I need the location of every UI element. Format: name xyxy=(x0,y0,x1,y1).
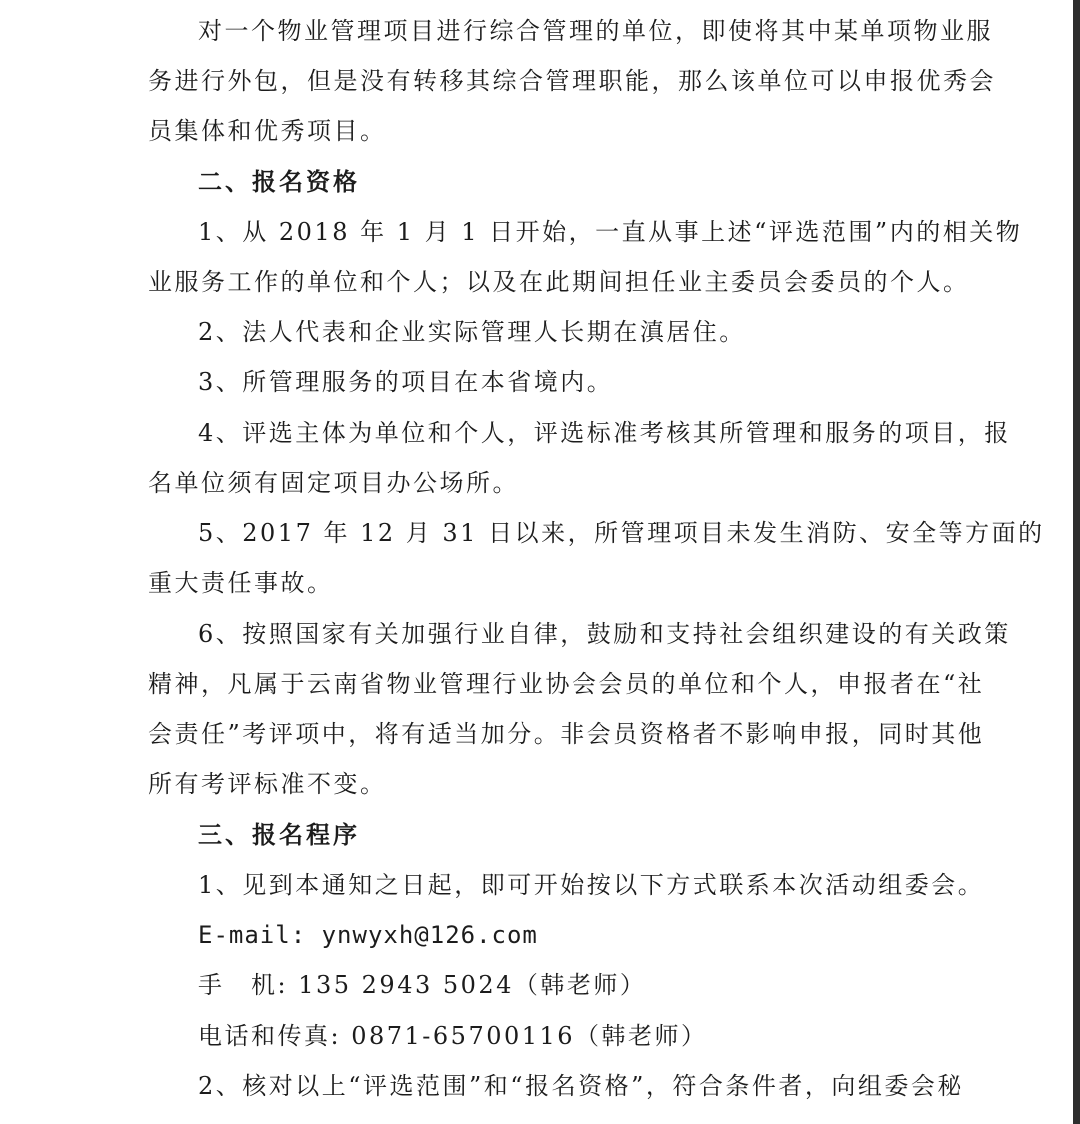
paragraph-line: 会责任”考评项中，将有适当加分。非会员资格者不影响申报，同时其他 xyxy=(148,720,985,748)
paragraph-line: 对一个物业管理项目进行综合管理的单位，即使将其中某单项物业服 xyxy=(198,17,993,45)
paragraph-line: 务进行外包，但是没有转移其综合管理职能，那么该单位可以申报优秀会 xyxy=(148,67,996,95)
paragraph-line: 重大责任事故。 xyxy=(148,569,334,597)
paragraph-line: 5、2017 年 12 月 31 日以来，所管理项目未发生消防、安全等方面的 xyxy=(198,519,1045,547)
page-edge-border xyxy=(1073,0,1080,1124)
paragraph-line: 精神，凡属于云南省物业管理行业协会会员的单位和个人，申报者在“社 xyxy=(148,670,985,698)
section-heading: 三、报名程序 xyxy=(198,820,360,849)
contact-email: E-mail: ynwyxh@126.com xyxy=(198,921,538,949)
paragraph-line: 1、见到本通知之日起，即可开始按以下方式联系本次活动组委会。 xyxy=(198,871,985,899)
contact-phone-fax: 电话和传真: 0871-65700116（韩老师） xyxy=(198,1022,708,1050)
paragraph-line: 名单位须有固定项目办公场所。 xyxy=(148,469,519,497)
paragraph-line: 4、评选主体为单位和个人，评选标准考核其所管理和服务的项目，报 xyxy=(198,419,1011,447)
paragraph-line: 所有考评标准不变。 xyxy=(148,770,387,798)
paragraph-line: 2、法人代表和企业实际管理人长期在滇居住。 xyxy=(198,318,746,346)
contact-mobile: 手 机: 135 2943 5024（韩老师） xyxy=(198,971,647,999)
paragraph-line: 业服务工作的单位和个人；以及在此期间担任业主委员会委员的个人。 xyxy=(148,268,970,296)
paragraph-line: 1、从 2018 年 1 月 1 日开始，一直从事上述“评选范围”内的相关物 xyxy=(198,218,1023,246)
paragraph-line: 6、按照国家有关加强行业自律，鼓励和支持社会组织建设的有关政策 xyxy=(198,620,1011,648)
paragraph-line: 2、核对以上“评选范围”和“报名资格”，符合条件者，向组委会秘 xyxy=(198,1072,964,1100)
paragraph-line: 3、所管理服务的项目在本省境内。 xyxy=(198,368,614,396)
paragraph-line: 员集体和优秀项目。 xyxy=(148,117,387,145)
section-heading: 二、报名资格 xyxy=(198,167,360,196)
